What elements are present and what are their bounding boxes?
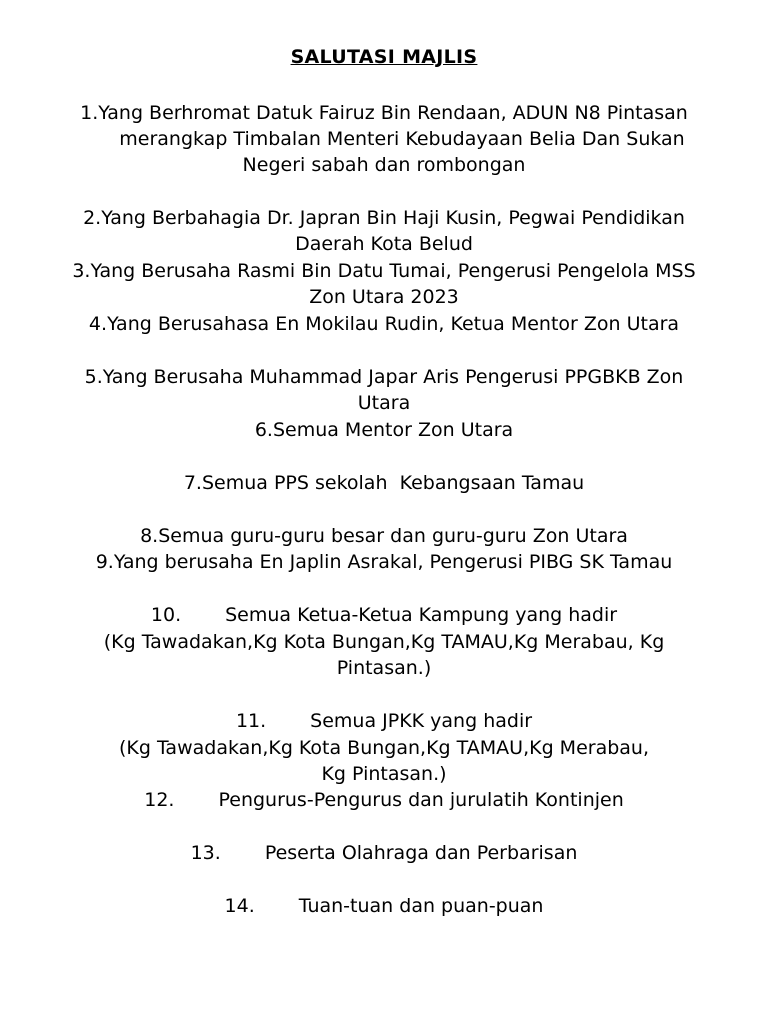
list-item-5-line-1: 5.Yang Berusaha Muhammad Japar Aris Pengerusi PPGBKB Zon bbox=[0, 364, 768, 391]
list-item-10-line-1: 10. Semua Ketua-Ketua Kampung yang hadir bbox=[0, 602, 768, 629]
list-item-1-line-3: Negeri sabah dan rombongan bbox=[242, 154, 526, 176]
list-item-1-line-2: merangkap Timbalan Menteri Kebudayaan Belia Dan Sukan bbox=[119, 128, 685, 150]
list-item-4-line-1: 4.Yang Berusahasa En Mokilau Rudin, Ketua Mentor Zon Utara bbox=[0, 311, 768, 338]
list-item-3-line-1: 3.Yang Berusaha Rasmi Bin Datu Tumai, Pengerusi Pengelola MSS bbox=[0, 258, 768, 285]
item-number: 13. bbox=[190, 842, 221, 864]
item-number: 5. bbox=[84, 366, 103, 388]
item-number: 10. bbox=[150, 604, 182, 626]
list-item-14-line-1: 14. Tuan-tuan dan puan-puan bbox=[0, 893, 768, 920]
item-number: 14. bbox=[224, 895, 255, 917]
list-item-2-line-2: Daerah Kota Belud bbox=[295, 233, 473, 255]
item-number: 7. bbox=[183, 472, 202, 494]
list-item-6-line-1: 6.Semua Mentor Zon Utara bbox=[0, 417, 768, 444]
item-number: 12. bbox=[144, 789, 175, 811]
item-number: 6. bbox=[254, 419, 273, 441]
list-item-2-line-1: 2.Yang Berbahagia Dr. Japran Bin Haji Kusin, Pegwai Pendidikan bbox=[0, 205, 768, 232]
list-item-11-line-3: Kg Pintasan.) bbox=[321, 763, 447, 785]
list-item-8-line-1: 8.Semua guru-guru besar dan guru-guru Zon Utara bbox=[0, 523, 768, 550]
list-item-11-line-1: 11. Semua JPKK yang hadir bbox=[0, 708, 768, 735]
list-item-10-line-3: Pintasan.) bbox=[336, 657, 432, 679]
list-item-10-line-2: (Kg Tawadakan,Kg Kota Bungan,Kg TAMAU,Kg Merabau, Kg bbox=[103, 631, 665, 653]
item-number: 3. bbox=[72, 260, 91, 282]
list-item-9-line-1: 9.Yang berusaha En Japlin Asrakal, Pengerusi PIBG SK Tamau bbox=[0, 549, 768, 576]
list-item-5-line-2: Utara bbox=[357, 392, 411, 414]
list-item-1-line-1: 1.Yang Berhromat Datuk Fairuz Bin Rendaan, ADUN N8 Pintasan bbox=[0, 100, 768, 127]
item-number: 1. bbox=[80, 102, 99, 124]
list-item-12-line-1: 12. Pengurus-Pengurus dan jurulatih Kontinjen bbox=[0, 787, 768, 814]
list-item-11-line-2: (Kg Tawadakan,Kg Kota Bungan,Kg TAMAU,Kg Merabau, bbox=[119, 737, 649, 759]
item-number: 11. bbox=[235, 710, 267, 732]
item-number: 9. bbox=[95, 551, 114, 573]
list-item-7-line-1: 7.Semua PPS sekolah Kebangsaan Tamau bbox=[0, 470, 768, 497]
document-title: SALUTASI MAJLIS bbox=[290, 46, 478, 68]
list-item-13-line-1: 13. Peserta Olahraga dan Perbarisan bbox=[0, 840, 768, 867]
item-number: 4. bbox=[88, 313, 108, 335]
list-item-3-line-2: Zon Utara 2023 bbox=[309, 286, 459, 308]
item-number: 8. bbox=[140, 525, 159, 547]
item-number: 2. bbox=[83, 207, 102, 229]
